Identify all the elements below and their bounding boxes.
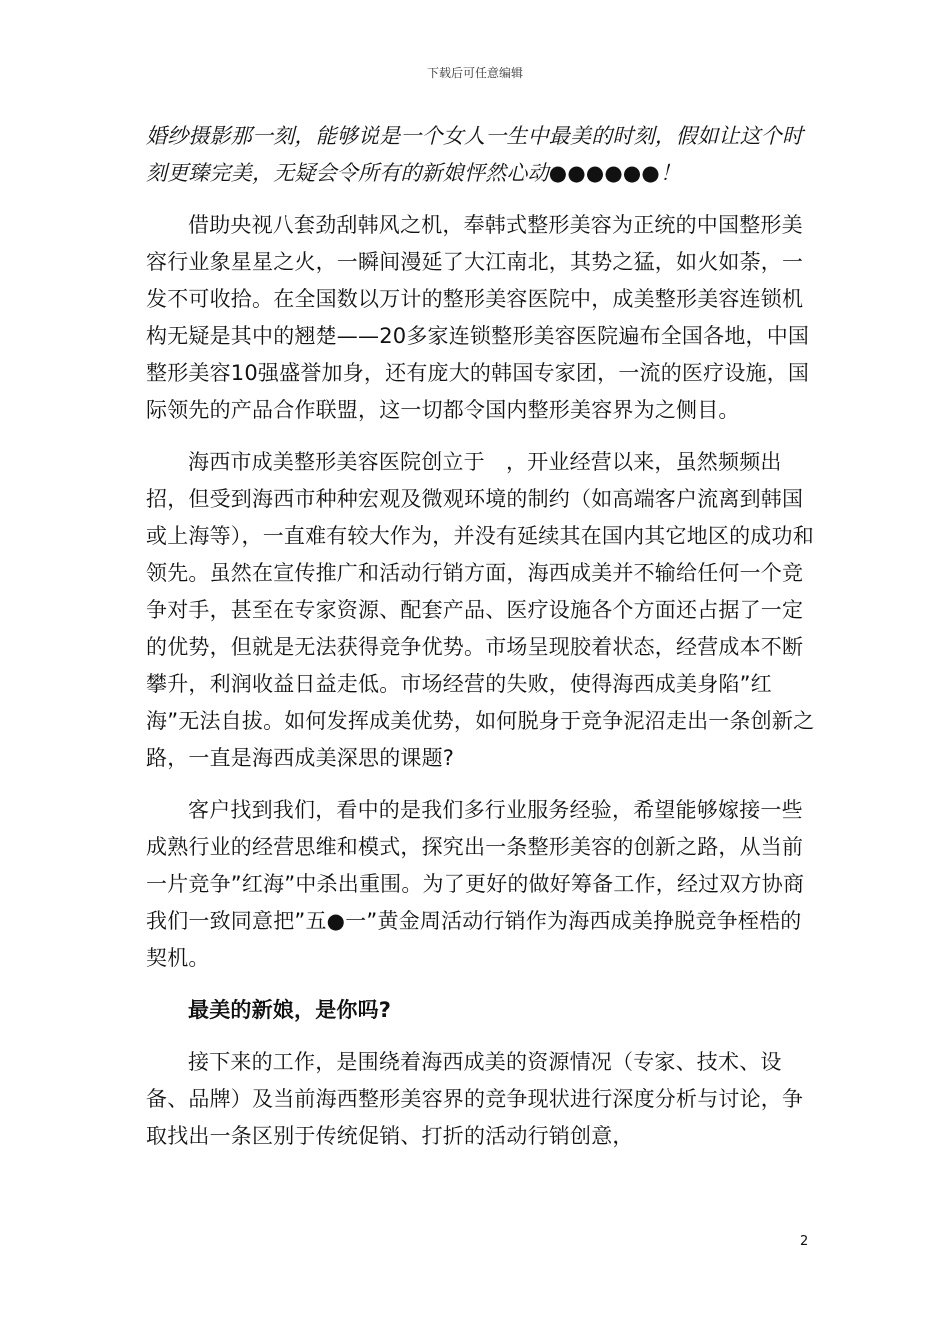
body-paragraph-3: 客户找到我们，看中的是我们多行业服务经验，希望能够嫁接一些成熟行业的经营思维和模式，探究出一条整形美容的创新之路，从当前一片竞争”红海”中杀出重围。为了更好的做好筹备工作，经过双方协商我们一致同意把”五●一”黄金周活动行销作为海西成美挣脱竞争桎梏的契机。 <box>146 798 805 970</box>
body-paragraph-4: 接下来的工作，是围绕着海西成美的资源情况（专家、技术、设备、品牌）及当前海西整形美容界的竞争现状进行深度分析与讨论，争取找出一条区别于传统促销、打折的活动行销创意， <box>146 1050 804 1148</box>
document-body <box>146 118 818 1170</box>
body-paragraph-2: 海西市成美整形美容医院创立于 ，开业经营以来，虽然频频出招，但受到海西市种种宏观及微观环境的制约（如高端客户流离到韩国或上海等），一直难有较大作为，并没有延续其在国内其它地区的成功和领先。虽然在宣传推广和活动行销方面，海西成美并不输给任何一个竞争对手，甚至在专家资源、配套产品、医疗设施各个方面还占据了一定的优势，但就是无法获得竞争优势。市场呈现胶着状态，经营成本不断攀升，利润收益日益走低。市场经营的失败，使得海西成美身陷”红海”无法自拔。如何发挥成美优势，如何脱身于竞争泥沼走出一条创新之路，一直是海西成美深思的课题? <box>146 450 815 770</box>
section-heading: 最美的新娘，是你吗? <box>188 998 392 1022</box>
page-header: 下载后可任意编辑 <box>426 66 523 80</box>
page-number: 2 <box>800 1234 809 1249</box>
body-paragraph-1: 借助央视八套劲刮韩风之机，奉韩式整形美容为正统的中国整形美容行业象星星之火，一瞬间漫延了大江南北，其势之猛，如火如荼，一发不可收拾。在全国数以万计的整形美容医院中，成美整形美容连锁机构无疑是其中的翘楚——20多家连锁整形美容医院遍布全国各地，中国整形美容10强盛誉加身，还有庞大的韩国专家团，一流的医疗设施，国际领先的产品合作联盟，这一切都令国内整形美容界为之侧目。 <box>146 213 810 422</box>
intro-paragraph: 婚纱摄影那一刻，能够说是一个女人一生中最美的时刻，假如让这个时刻更臻完美，无疑会令所有的新娘怦然心动●●●●●●！ <box>146 124 804 185</box>
